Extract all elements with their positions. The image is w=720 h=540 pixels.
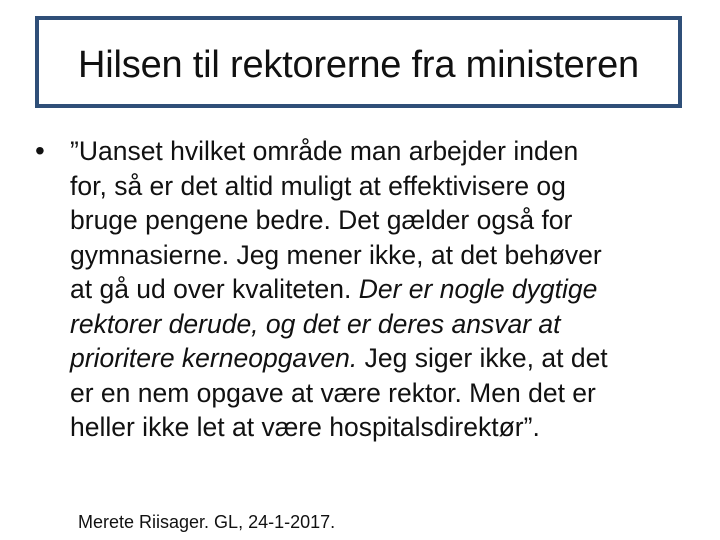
citation: Merete Riisager. GL, 24-1-2017. bbox=[78, 512, 336, 532]
quote-run: er en nem opgave at være rektor. Men det er bbox=[70, 377, 596, 408]
quote-line bbox=[70, 169, 675, 204]
quote-line bbox=[70, 238, 675, 273]
quote-line bbox=[70, 134, 675, 169]
quote-line bbox=[70, 341, 675, 376]
quote-line bbox=[70, 376, 675, 411]
quote-run: at gå ud over kvaliteten. bbox=[70, 274, 359, 304]
quote-italic-run: prioritere kerneopgaven. bbox=[70, 343, 358, 373]
quote-line bbox=[70, 307, 675, 342]
quote-run: ”Uanset hvilket område man arbejder inden bbox=[70, 136, 579, 166]
quote-line bbox=[70, 272, 675, 307]
slide-title-box bbox=[35, 16, 682, 108]
quote-run: for, så er det altid muligt at effektivisere og bbox=[70, 170, 566, 201]
quote-italic-run: Der er nogle dygtige bbox=[358, 274, 598, 304]
quote-run: bruge pengene bedre. Det gælder også for bbox=[70, 205, 573, 235]
quote-italic-run: rektorer derude, og det er deres ansvar at bbox=[70, 308, 561, 339]
quote-text bbox=[70, 134, 675, 445]
quote-line bbox=[70, 203, 675, 238]
quote-run: Jeg siger ikke, at det bbox=[357, 343, 608, 373]
quote-run: gymnasierne. Jeg mener ikke, at det behøver bbox=[70, 239, 602, 270]
quote-line bbox=[70, 410, 675, 445]
slide-title: Hilsen til rektorerne fra ministeren bbox=[78, 44, 639, 86]
bullet-icon: • bbox=[35, 135, 45, 166]
quote-run: heller ikke let at være hospitalsdirektør”. bbox=[70, 412, 540, 442]
